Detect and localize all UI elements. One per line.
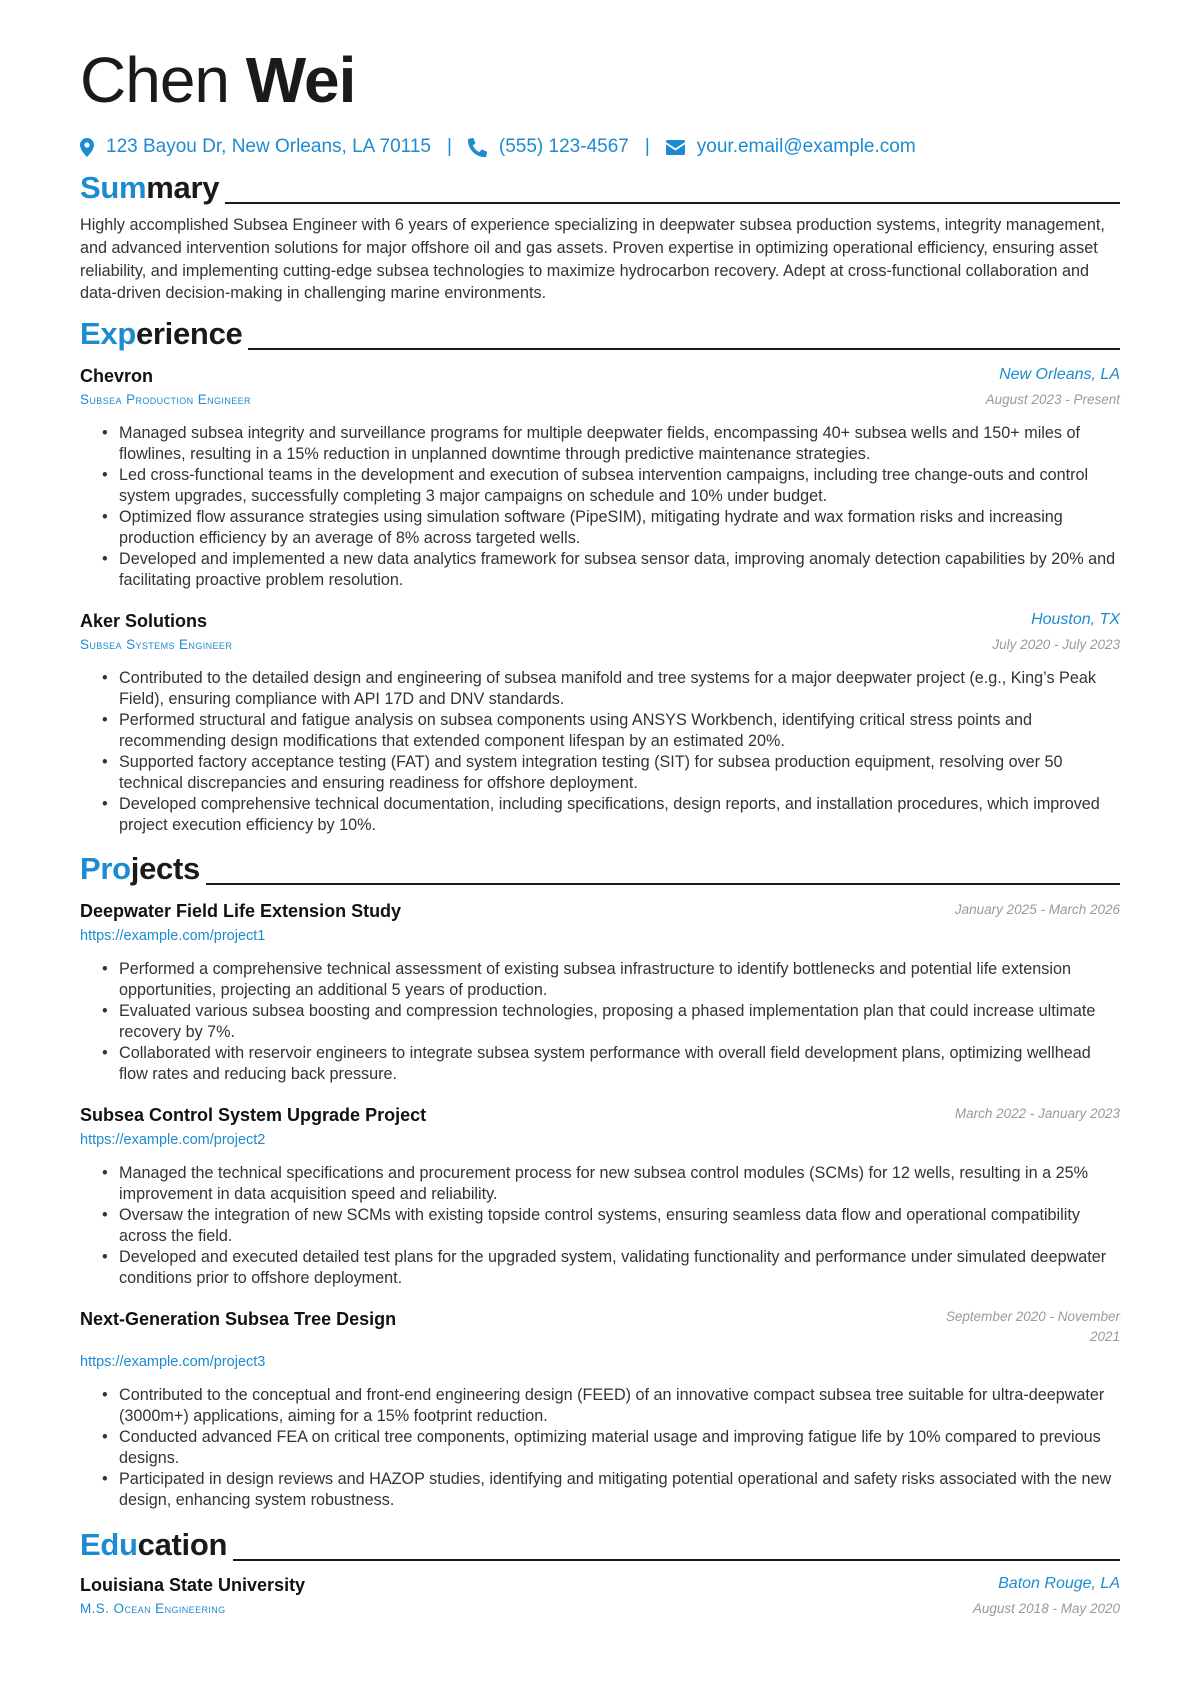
section-title: Education bbox=[80, 1527, 228, 1562]
project-title: Next-Generation Subsea Tree Design bbox=[80, 1309, 397, 1329]
contact-separator: | bbox=[644, 136, 650, 157]
section-title: Experience bbox=[80, 316, 243, 351]
bullet-item: • Led cross-functional teams in the development and execution of subsea intervention campaigns, including tree change-outs and control system upgrades, successfully completing 3 major campaigns on schedule and 10% under budget. bbox=[80, 465, 1120, 507]
project-title: Subsea Control System Upgrade Project bbox=[80, 1105, 427, 1125]
project-bullets bbox=[80, 1385, 1120, 1511]
school-name: Louisiana State University bbox=[80, 1575, 306, 1595]
job-location: Houston, TX bbox=[1031, 611, 1120, 628]
envelope-icon bbox=[666, 140, 685, 155]
company-name: Chevron bbox=[80, 366, 154, 386]
project-bullets bbox=[80, 1163, 1120, 1289]
job-dates: August 2023 - Present bbox=[985, 392, 1120, 407]
bullet-item: • Managed the technical specifications and procurement process for new subsea control modules (SCMs) for 12 wells, resulting in a 25% improvement in data acquisition speed and reliability. bbox=[80, 1163, 1120, 1205]
project-dates: March 2022 - January 2023 bbox=[954, 1106, 1120, 1121]
bullet-item: • Developed and implemented a new data analytics framework for subsea sensor data, improving anomaly detection capabilities by 20% and facilitating proactive problem resolution. bbox=[80, 549, 1120, 591]
summary-text: Highly accomplished Subsea Engineer with 6 years of experience specializing in deepwater subsea production systems, integrity management, and advanced intervention solutions for major offshore oil and gas assets. Proven expertise in optimizing operational efficiency, ensuring asset reliability, and implementing cutting-edge subsea technologies to maximize hydrocarbon recovery. Adept at cross-functional collaboration and data-driven decision-making in challenging marine environments. bbox=[80, 216, 1105, 303]
section-title: Summary bbox=[80, 170, 220, 205]
first-name: Chen bbox=[80, 44, 229, 116]
bullet-item: • Performed a comprehensive technical assessment of existing subsea infrastructure to identify bottlenecks and potential life extension opportunities, projecting an additional 5 years of production. bbox=[80, 959, 1120, 1001]
bullet-item: • Supported factory acceptance testing (FAT) and system integration testing (SIT) for subsea production equipment, resolving over 50 technical discrepancies and ensuring readiness for offshore deployment. bbox=[80, 752, 1120, 794]
bullet-item: • Collaborated with reservoir engineers to integrate subsea system performance with overall field development plans, optimizing wellhead flow rates and reducing back pressure. bbox=[80, 1043, 1120, 1085]
project-bullets bbox=[80, 959, 1120, 1085]
phone-text: (555) 123-4567 bbox=[498, 136, 629, 157]
bullet-item: • Conducted advanced FEA on critical tree components, optimizing material usage and improving fatigue life by 10% compared to previous designs. bbox=[80, 1427, 1120, 1469]
education-heading bbox=[80, 1527, 1120, 1563]
contact-email[interactable] bbox=[666, 136, 916, 158]
phone-icon bbox=[468, 138, 487, 157]
education-dates: August 2018 - May 2020 bbox=[972, 1601, 1120, 1616]
job-title: Subsea Production Engineer bbox=[80, 392, 251, 407]
bullet-item: • Performed structural and fatigue analysis on subsea components using ANSYS Workbench, identifying critical stress points and recommending design modifications that extended component lifespan by an estimated 20%. bbox=[80, 710, 1120, 752]
bullet-item: • Oversaw the integration of new SCMs with existing topside control systems, ensuring seamless data flow and operational compatibility across the field. bbox=[80, 1205, 1120, 1247]
bullet-item: • Optimized flow assurance strategies using simulation software (PipeSIM), mitigating hydrate and wax formation risks and increasing production efficiency by an average of 8% across targeted wells. bbox=[80, 507, 1120, 549]
company-name: Aker Solutions bbox=[80, 611, 208, 631]
section-rule bbox=[206, 883, 1120, 885]
bullet-item: • Evaluated various subsea boosting and compression technologies, proposing a phased implementation plan that could increase ultimate recovery by 7%. bbox=[80, 1001, 1120, 1043]
contact-address bbox=[80, 136, 431, 158]
project-link[interactable]: https://example.com/project1 bbox=[80, 928, 266, 944]
project-link[interactable]: https://example.com/project2 bbox=[80, 1132, 266, 1148]
summary-heading bbox=[80, 170, 1120, 206]
section-rule bbox=[233, 1559, 1120, 1561]
map-pin-icon bbox=[80, 138, 94, 157]
bullet-item: • Contributed to the conceptual and front-end engineering design (FEED) of an innovative compact subsea tree suitable for ultra-deepwater (3000m+) applications, aiming for a 15% footprint reduction. bbox=[80, 1385, 1120, 1427]
last-name: Wei bbox=[245, 44, 356, 116]
contact-phone[interactable] bbox=[468, 136, 629, 158]
job-dates: July 2020 - July 2023 bbox=[992, 637, 1120, 652]
bullet-item: • Participated in design reviews and HAZOP studies, identifying and mitigating potential operational and safety risks associated with the new design, enhancing system robustness. bbox=[80, 1469, 1120, 1511]
candidate-name bbox=[80, 40, 355, 120]
address-text: 123 Bayou Dr, New Orleans, LA 70115 bbox=[106, 136, 431, 157]
project-dates: September 2020 - November 2021 bbox=[945, 1309, 1120, 1344]
job-bullets bbox=[80, 668, 1120, 836]
contact-bar bbox=[80, 133, 916, 161]
bullet-item: • Developed and executed detailed test plans for the upgraded system, validating functionality and performance under simulated deepwater conditions prior to offshore deployment. bbox=[80, 1247, 1120, 1289]
section-rule bbox=[248, 348, 1120, 350]
contact-separator: | bbox=[446, 136, 452, 157]
bullet-item: • Contributed to the detailed design and engineering of subsea manifold and tree systems for a major deepwater project (e.g., King’s Peak Field), ensuring compliance with API 17D and DNV standards. bbox=[80, 668, 1120, 710]
project-link[interactable]: https://example.com/project3 bbox=[80, 1354, 266, 1370]
projects-heading bbox=[80, 851, 1120, 887]
degree: M.S. Ocean Engineering bbox=[80, 1601, 226, 1616]
section-title: Projects bbox=[80, 851, 200, 886]
project-dates: January 2025 - March 2026 bbox=[954, 902, 1120, 917]
job-bullets bbox=[80, 423, 1120, 591]
school-location: Baton Rouge, LA bbox=[998, 1575, 1120, 1592]
project-title: Deepwater Field Life Extension Study bbox=[80, 901, 402, 921]
experience-heading bbox=[80, 316, 1120, 352]
bullet-item: • Managed subsea integrity and surveillance programs for multiple deepwater fields, encompassing 40+ subsea wells and 150+ miles of flowlines, resulting in a 15% reduction in unplanned downtime through predictive maintenance strategies. bbox=[80, 423, 1120, 465]
section-rule bbox=[225, 202, 1120, 204]
email-text: your.email@example.com bbox=[696, 136, 916, 157]
bullet-item: • Developed comprehensive technical documentation, including specifications, design reports, and installation procedures, which improved project execution efficiency by 10%. bbox=[80, 794, 1120, 836]
job-location: New Orleans, LA bbox=[999, 366, 1120, 383]
job-title: Subsea Systems Engineer bbox=[80, 637, 233, 652]
